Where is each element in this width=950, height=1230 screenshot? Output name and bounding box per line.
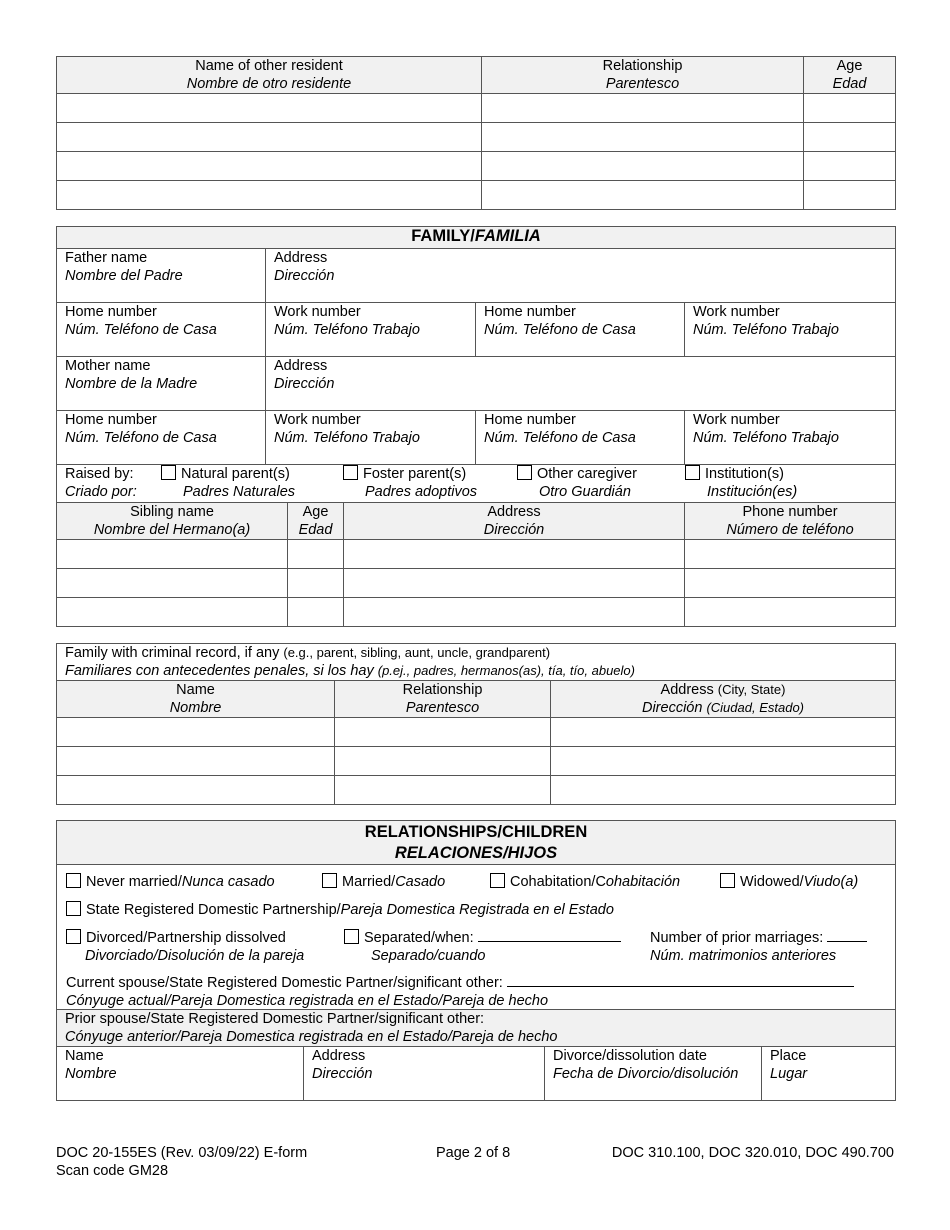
footer-page-number: Page 2 of 8	[436, 1145, 511, 1161]
natural-parents-checkbox[interactable]	[161, 465, 176, 480]
resident-relationship-field[interactable]	[482, 94, 804, 123]
col-header-criminal-name: Name Nombre	[57, 681, 335, 718]
resident-name-field[interactable]	[57, 123, 482, 152]
footer-references: DOC 310.100, DOC 320.010, DOC 490.700	[611, 1145, 894, 1161]
criminal-address-field[interactable]	[551, 776, 896, 805]
resident-age-field[interactable]	[804, 123, 896, 152]
resident-relationship-field[interactable]	[482, 152, 804, 181]
never-married-checkbox[interactable]	[66, 873, 81, 888]
family-section-title: FAMILY/FAMILIA	[57, 227, 896, 249]
col-header-relationship: Relationship Parentesco	[482, 57, 804, 94]
table-row	[57, 776, 896, 805]
separated-option[interactable]: Separated/when: Separado/cuando	[344, 929, 621, 965]
foster-parents-checkbox[interactable]	[343, 465, 358, 480]
other-residents-table	[56, 56, 896, 210]
sibling-age-field[interactable]	[288, 598, 344, 627]
prior-spouse-heading: Prior spouse/State Registered Domestic Partner/significant other: Cónyuge anterior/Pareja Domestica registrada en el Estado/Pareja de hecho	[57, 1010, 896, 1047]
sibling-name-field[interactable]	[57, 569, 288, 598]
col-header-sibling-age: Age Edad	[288, 503, 344, 540]
criminal-address-field[interactable]	[551, 718, 896, 747]
natural-parents-es: Padres Naturales	[183, 484, 296, 500]
resident-name-field[interactable]	[57, 181, 482, 210]
divorced-checkbox[interactable]	[66, 929, 81, 944]
resident-name-field[interactable]	[57, 152, 482, 181]
table-row	[57, 569, 896, 598]
never-married-option[interactable]: Never married/Nunca casado	[66, 869, 275, 895]
other-caregiver-checkbox[interactable]	[517, 465, 532, 480]
father-address-field[interactable]: Address Dirección	[266, 249, 896, 303]
criminal-record-table	[56, 643, 896, 805]
table-row	[57, 123, 896, 152]
marital-status-block	[57, 865, 896, 1010]
sibling-name-field[interactable]	[57, 598, 288, 627]
table-row	[57, 747, 896, 776]
table-row	[57, 540, 896, 569]
srdp-checkbox[interactable]	[66, 901, 81, 916]
mother-work-number-2-field[interactable]: Work number Núm. Teléfono Trabajo	[685, 411, 896, 465]
foster-parents-es: Padres adoptivos	[365, 484, 478, 500]
criminal-relationship-field[interactable]	[335, 747, 551, 776]
divorced-option[interactable]: Divorced/Partnership dissolved Divorciado/Disolución de la pareja	[66, 929, 304, 965]
father-home-number-field[interactable]: Home number Núm. Teléfono de Casa	[57, 303, 266, 357]
col-header-sibling-name: Sibling name Nombre del Hermano(a)	[57, 503, 288, 540]
criminal-relationship-field[interactable]	[335, 718, 551, 747]
col-header-criminal-relationship: Relationship Parentesco	[335, 681, 551, 718]
current-spouse-line[interactable]	[507, 986, 854, 987]
col-header-resident-name: Name of other resident Nombre de otro residente	[57, 57, 482, 94]
footer-form-id: DOC 20-155ES (Rev. 03/09/22) E-form Scan code GM28	[56, 1145, 308, 1179]
mother-name-field[interactable]: Mother name Nombre de la Madre	[57, 357, 266, 411]
col-header-criminal-address: Address (City, State) Dirección (Ciudad, Estado)	[551, 681, 896, 718]
mother-home-number-2-field[interactable]: Home number Núm. Teléfono de Casa	[476, 411, 685, 465]
criminal-name-field[interactable]	[57, 718, 335, 747]
criminal-relationship-field[interactable]	[335, 776, 551, 805]
sibling-phone-field[interactable]	[685, 569, 896, 598]
divorce-place-field[interactable]: Place Lugar	[762, 1047, 896, 1101]
mother-address-field[interactable]: Address Dirección	[266, 357, 896, 411]
institution-checkbox[interactable]	[685, 465, 700, 480]
raised-institution-option[interactable]: Institution(s)	[685, 465, 784, 483]
table-row	[57, 181, 896, 210]
col-header-sibling-phone: Phone number Número de teléfono	[685, 503, 896, 540]
col-header-age: Age Edad	[804, 57, 896, 94]
table-row	[57, 152, 896, 181]
raised-natural-option[interactable]: Natural parent(s)	[161, 465, 290, 483]
criminal-address-field[interactable]	[551, 747, 896, 776]
raised-foster-option[interactable]: Foster parent(s)	[343, 465, 466, 483]
sibling-age-field[interactable]	[288, 569, 344, 598]
mother-work-number-field[interactable]: Work number Núm. Teléfono Trabajo	[266, 411, 476, 465]
sibling-phone-field[interactable]	[685, 598, 896, 627]
sibling-address-field[interactable]	[344, 569, 685, 598]
resident-relationship-field[interactable]	[482, 123, 804, 152]
prior-spouse-name-field[interactable]: Name Nombre	[57, 1047, 304, 1101]
table-row	[57, 718, 896, 747]
widowed-option[interactable]: Widowed/Viudo(a)	[720, 869, 858, 895]
relationships-section-title: RELATIONSHIPS/CHILDREN RELACIONES/HIJOS	[57, 821, 896, 865]
widowed-checkbox[interactable]	[720, 873, 735, 888]
father-work-number-2-field[interactable]: Work number Núm. Teléfono Trabajo	[685, 303, 896, 357]
sibling-address-field[interactable]	[344, 598, 685, 627]
prior-spouse-address-field[interactable]: Address Dirección	[304, 1047, 545, 1101]
criminal-name-field[interactable]	[57, 776, 335, 805]
family-table	[56, 226, 896, 627]
sibling-name-field[interactable]	[57, 540, 288, 569]
sibling-address-field[interactable]	[344, 540, 685, 569]
sibling-phone-field[interactable]	[685, 540, 896, 569]
raised-by-label: Raised by: Criado por:	[65, 466, 137, 500]
prior-marriages-count: Number of prior marriages: Núm. matrimonios anteriores	[650, 929, 867, 965]
mother-home-number-field[interactable]: Home number Núm. Teléfono de Casa	[57, 411, 266, 465]
current-spouse-field[interactable]: Current spouse/State Registered Domestic Partner/significant other: Cónyuge actual/Pareja Domestica registrada en el Estado/Pareja de hecho	[66, 974, 854, 1010]
separated-checkbox[interactable]	[344, 929, 359, 944]
prior-marriages-field[interactable]	[827, 941, 867, 942]
cohabitation-option[interactable]: Cohabitation/Cohabitación	[490, 869, 680, 895]
table-row	[57, 598, 896, 627]
criminal-record-heading: Family with criminal record, if any (e.g., parent, sibling, aunt, uncle, grandparent) Familiares con antecedentes penales, si los hay (p.ej., padres, hermanos(as), tía, tío, abuelo)	[57, 644, 896, 681]
married-option[interactable]: Married/Casado	[322, 869, 445, 895]
resident-name-field[interactable]	[57, 94, 482, 123]
institution-es: Institución(es)	[707, 484, 798, 500]
col-header-sibling-address: Address Dirección	[344, 503, 685, 540]
other-caregiver-es: Otro Guardián	[539, 484, 631, 500]
criminal-name-field[interactable]	[57, 747, 335, 776]
sibling-age-field[interactable]	[288, 540, 344, 569]
father-home-number-2-field[interactable]: Home number Núm. Teléfono de Casa	[476, 303, 685, 357]
relationships-table	[56, 820, 896, 1101]
cohabitation-checkbox[interactable]	[490, 873, 505, 888]
raised-other-option[interactable]: Other caregiver	[517, 465, 637, 483]
resident-age-field[interactable]	[804, 181, 896, 210]
divorce-date-field[interactable]: Divorce/dissolution date Fecha de Divorcio/disolución	[545, 1047, 762, 1101]
separated-when-field[interactable]	[478, 941, 621, 942]
resident-age-field[interactable]	[804, 152, 896, 181]
father-name-field[interactable]: Father name Nombre del Padre	[57, 249, 266, 303]
resident-relationship-field[interactable]	[482, 181, 804, 210]
raised-by-row	[57, 465, 896, 503]
resident-age-field[interactable]	[804, 94, 896, 123]
table-row	[57, 94, 896, 123]
married-checkbox[interactable]	[322, 873, 337, 888]
father-work-number-field[interactable]: Work number Núm. Teléfono Trabajo	[266, 303, 476, 357]
srdp-option[interactable]: State Registered Domestic Partnership/Pareja Domestica Registrada en el Estado	[66, 897, 614, 923]
